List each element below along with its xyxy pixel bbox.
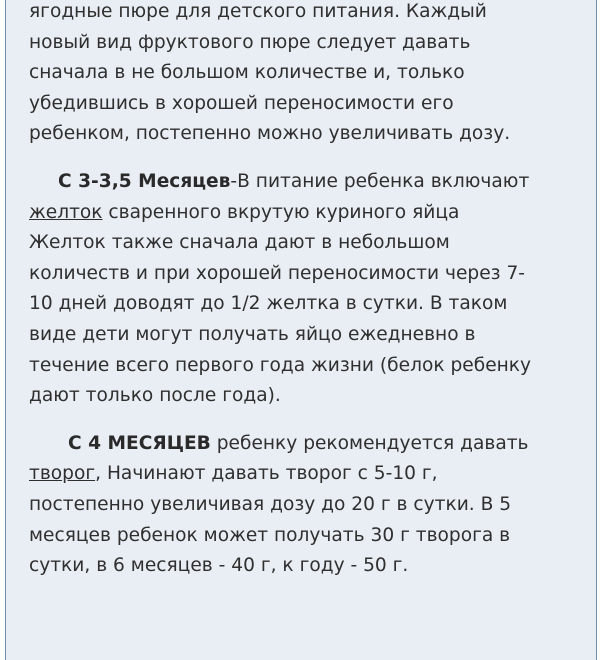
text-line: новый вид фруктового пюре следует давать bbox=[29, 31, 471, 53]
text-line: виде дети могут получать яйцо ежедневно в bbox=[29, 323, 476, 345]
article-content bbox=[29, 0, 589, 582]
paragraph-gap bbox=[29, 150, 589, 167]
paragraph-heading-3-months: С 3-3,5 Месяцев bbox=[58, 170, 231, 192]
paragraph-fruit-puree bbox=[29, 0, 589, 150]
text-line: сначала в не большом количестве и, только bbox=[29, 62, 465, 84]
link-yolk[interactable]: желток bbox=[29, 201, 103, 223]
text-line: течение всего первого года жизни (белок ребенку bbox=[29, 354, 532, 376]
text-line: 10 дней доводят до 1/2 желтка в сутки. В таком bbox=[29, 293, 508, 315]
text-line: Желток также сначала дают в небольшом bbox=[29, 232, 450, 254]
paragraph-heading-4-months: С 4 МЕСЯЦЕВ bbox=[68, 432, 211, 454]
paragraph-gap bbox=[29, 412, 589, 429]
text-line: сутки, в 6 месяцев - 40 г, к году - 50 г. bbox=[29, 555, 409, 577]
link-cottage-cheese[interactable]: творог bbox=[29, 463, 96, 485]
text-line: убедившись в хорошей переносимости его bbox=[29, 92, 454, 114]
text-line: С 3-3,5 Месяцев-В питание ребенка включают bbox=[58, 170, 530, 192]
text-line: дают только после года). bbox=[29, 385, 281, 407]
paragraph-cottage-cheese bbox=[29, 429, 589, 582]
text-line: творог, Начинают давать творог с 5-10 г, bbox=[29, 463, 438, 485]
article-panel bbox=[5, 0, 597, 660]
paragraph-yolk bbox=[29, 167, 589, 412]
text-line: ягодные пюре для детского питания. Каждый bbox=[29, 1, 487, 22]
text-line: желток сваренного вкрутую куриного яйца bbox=[29, 201, 460, 223]
text-line: постепенно увеличивая дозу до 20 г в сутки. В 5 bbox=[29, 493, 512, 515]
text-line: ребенком, постепенно можно увеличивать дозу. bbox=[29, 123, 511, 145]
text-line: месяцев ребенок может получать 30 г творога в bbox=[29, 524, 511, 546]
text-line: количеств и при хорошей переносимости через 7- bbox=[29, 262, 526, 284]
text-line: С 4 МЕСЯЦЕВ ребенку рекомендуется давать bbox=[68, 432, 529, 454]
